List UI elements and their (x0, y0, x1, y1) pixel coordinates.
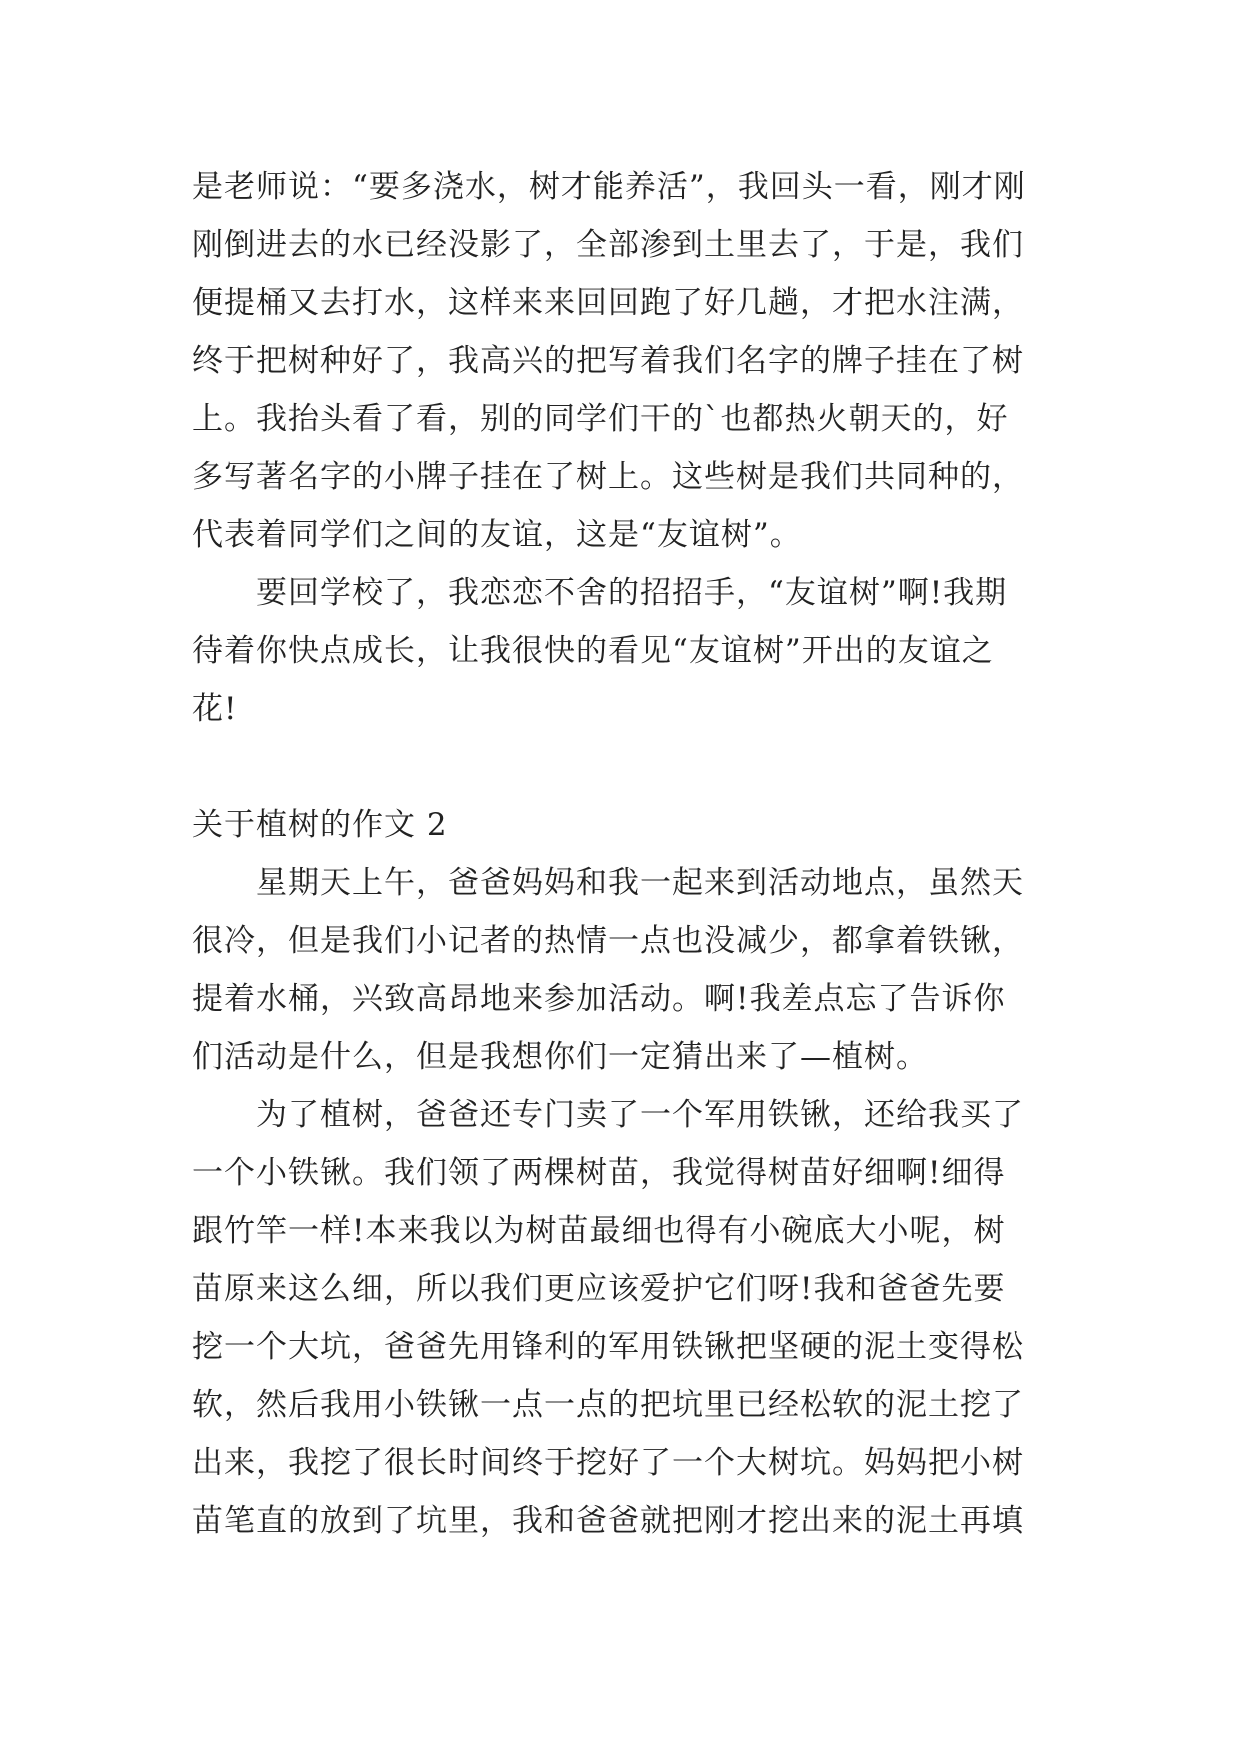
text-line: 便提桶又去打水，这样来来回回跑了好几趟，才把水注满， (192, 285, 1024, 321)
text-line: 苗笔直的放到了坑里，我和爸爸就把刚才挖出来的泥土再填 (192, 1503, 1024, 1539)
text-line: 要回学校了，我恋恋不舍的招招手，“友谊树”啊!我期 (256, 575, 1008, 611)
essay2-paragraph-2 (192, 1086, 1072, 1550)
text-line: 一个小铁锹。我们领了两棵树苗，我觉得树苗好细啊!细得 (192, 1155, 1006, 1191)
text-line: 跟竹竿一样!本来我以为树苗最细也得有小碗底大小呢，树 (192, 1213, 1006, 1249)
text-line: 们活动是什么，但是我想你们一定猜出来了—植树。 (192, 1039, 928, 1075)
text-line: 出来，我挖了很长时间终于挖好了一个大树坑。妈妈把小树 (192, 1445, 1024, 1481)
text-line: 待着你快点成长，让我很快的看见“友谊树”开出的友谊之 (192, 633, 994, 669)
text-line: 挖一个大坑，爸爸先用锋利的军用铁锹把坚硬的泥土变得松 (192, 1329, 1024, 1365)
text-line: 星期天上午，爸爸妈妈和我一起来到活动地点，虽然天 (256, 865, 1024, 901)
text-line: 花! (192, 691, 238, 727)
text-line: 多写著名字的小牌子挂在了树上。这些树是我们共同种的， (192, 459, 1024, 495)
section-title: 关于植树的作文 2 (192, 807, 448, 843)
text-line: 上。我抬头看了看，别的同学们干的`也都热火朝天的，好 (192, 401, 1009, 437)
text-line: 是老师说：“要多浇水，树才能养活”，我回头一看，刚才刚 (192, 169, 1026, 205)
text-line: 软，然后我用小铁锹一点一点的把坑里已经松软的泥土挖了 (192, 1387, 1024, 1423)
section-title-block (192, 796, 1072, 854)
text-line: 为了植树，爸爸还专门卖了一个军用铁锹，还给我买了 (256, 1097, 1024, 1133)
closing-paragraph (192, 564, 1072, 738)
text-line: 很冷，但是我们小记者的热情一点也没减少，都拿着铁锹， (192, 923, 1024, 959)
essay2-paragraph-1 (192, 854, 1072, 1086)
text-line: 苗原来这么细，所以我们更应该爱护它们呀!我和爸爸先要 (192, 1271, 1006, 1307)
continued-paragraph (192, 158, 1072, 564)
text-line: 代表着同学们之间的友谊，这是“友谊树”。 (192, 517, 802, 553)
text-line: 提着水桶，兴致高昂地来参加活动。啊!我差点忘了告诉你 (192, 981, 1006, 1017)
text-line: 刚倒进去的水已经没影了，全部渗到土里去了，于是，我们 (192, 227, 1024, 263)
text-line: 终于把树种好了，我高兴的把写着我们名字的牌子挂在了树 (192, 343, 1024, 379)
